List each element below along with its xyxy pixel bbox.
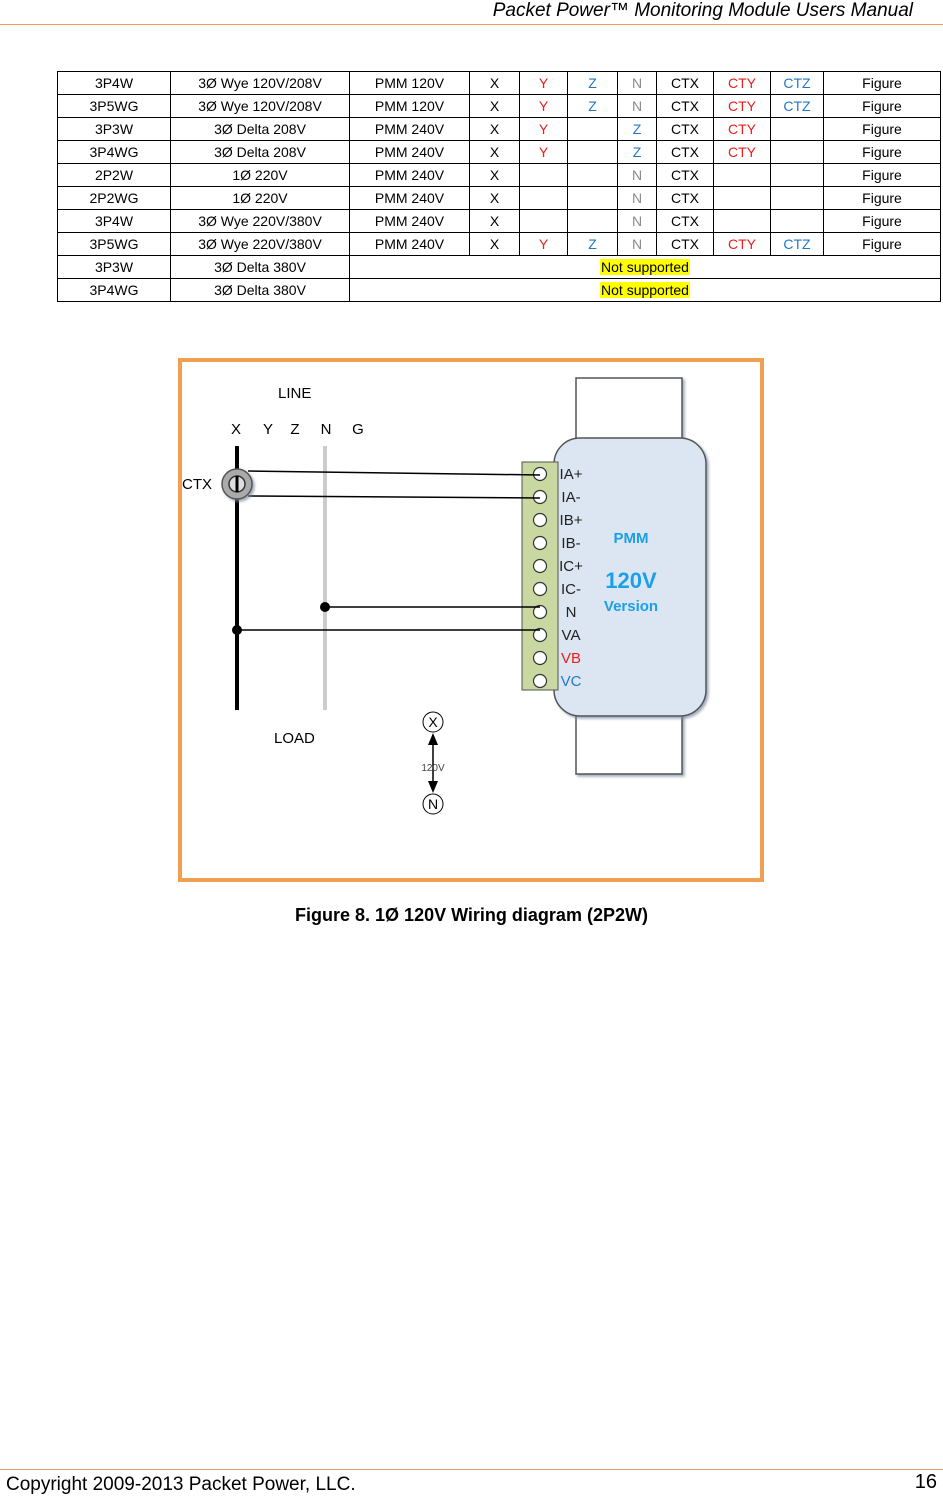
pmm-version: Version xyxy=(603,598,659,615)
table-cell: Z xyxy=(618,118,657,141)
table-cell: Y xyxy=(520,141,568,164)
table-cell: 3Ø Delta 380V xyxy=(171,256,350,279)
table-cell: 3Ø Wye 120V/208V xyxy=(171,72,350,95)
terminal-screw xyxy=(534,468,547,481)
table-cell: Z xyxy=(568,95,618,118)
table-cell: CTZ xyxy=(771,72,824,95)
table-cell: 3P5WG xyxy=(58,95,171,118)
terminal-screw xyxy=(534,652,547,665)
table-cell: Z xyxy=(568,72,618,95)
phase-label: N xyxy=(320,421,332,438)
table-cell: Z xyxy=(568,233,618,256)
table-cell xyxy=(350,279,941,302)
table-cell xyxy=(568,210,618,233)
table-cell: CTY xyxy=(714,118,771,141)
table-cell: CTX xyxy=(657,118,714,141)
table-cell xyxy=(771,141,824,164)
terminal-label: VB xyxy=(560,650,582,667)
meter-top-label: X xyxy=(428,714,438,730)
wiring-diagram xyxy=(178,358,764,882)
phase-label: X xyxy=(230,421,242,438)
table-cell: Y xyxy=(520,233,568,256)
table-cell: Y xyxy=(520,72,568,95)
table-cell: N xyxy=(618,95,657,118)
table-cell: CTX xyxy=(657,233,714,256)
table-cell: CTY xyxy=(714,72,771,95)
table-cell: Y xyxy=(520,118,568,141)
terminal-screw xyxy=(534,583,547,596)
phase-label: Z xyxy=(290,421,300,438)
table-cell: CTY xyxy=(714,141,771,164)
table-cell: CTX xyxy=(657,187,714,210)
table-cell: Figure xyxy=(824,164,941,187)
terminal-label: IA+ xyxy=(559,466,583,483)
table-cell: 3Ø Wye 220V/380V xyxy=(171,210,350,233)
table-cell: Figure xyxy=(824,118,941,141)
table-cell: X xyxy=(470,95,520,118)
wiring-diagram-svg xyxy=(178,358,764,882)
page-number: 16 xyxy=(914,1471,937,1493)
table-cell: 3P4WG xyxy=(58,279,171,302)
table-cell xyxy=(771,118,824,141)
table-cell: 3Ø Delta 208V xyxy=(171,141,350,164)
table-cell xyxy=(568,187,618,210)
table-cell: PMM 240V xyxy=(350,118,470,141)
table-cell: 1Ø 220V xyxy=(171,164,350,187)
table-cell xyxy=(520,187,568,210)
terminal-label: IC- xyxy=(561,581,581,598)
table-cell: 3P3W xyxy=(58,256,171,279)
table-cell: CTX xyxy=(657,95,714,118)
table-cell: 3P3W xyxy=(58,118,171,141)
terminal-screw xyxy=(534,537,547,550)
terminal-screw xyxy=(534,491,547,504)
table-cell: X xyxy=(470,233,520,256)
table-cell: X xyxy=(470,118,520,141)
table-cell xyxy=(771,164,824,187)
terminal-label: IB- xyxy=(561,535,581,552)
table-cell xyxy=(714,187,771,210)
terminal-label: VA xyxy=(561,627,581,644)
table-cell: X xyxy=(470,141,520,164)
not-supported-note: Not supported xyxy=(601,282,689,298)
table-cell: N xyxy=(618,72,657,95)
table-row xyxy=(58,164,941,187)
table-cell: 2P2WG xyxy=(58,187,171,210)
terminal-label: IB+ xyxy=(559,512,583,529)
table-row-unsupported xyxy=(58,279,941,302)
table-cell: N xyxy=(618,233,657,256)
table-cell: 1Ø 220V xyxy=(171,187,350,210)
line-label: LINE xyxy=(278,385,312,402)
table-cell: CTX xyxy=(657,72,714,95)
table-cell: Figure xyxy=(824,187,941,210)
table-cell: CTY xyxy=(714,233,771,256)
footer-copyright: Copyright 2009-2013 Packet Power, LLC. xyxy=(6,1474,356,1495)
table-cell: 3Ø Wye 120V/208V xyxy=(171,95,350,118)
table-cell xyxy=(520,164,568,187)
table-row-unsupported xyxy=(58,256,941,279)
table-row xyxy=(58,210,941,233)
table-cell: X xyxy=(470,210,520,233)
table-cell: 3Ø Delta 380V xyxy=(171,279,350,302)
table-cell: CTZ xyxy=(771,233,824,256)
table-cell xyxy=(568,141,618,164)
table-row xyxy=(58,141,941,164)
pmm-voltage: 120V xyxy=(605,568,657,593)
table-cell xyxy=(771,210,824,233)
table-cell: X xyxy=(470,164,520,187)
load-label: LOAD xyxy=(274,730,315,747)
table-cell: CTX xyxy=(657,164,714,187)
table-cell: Figure xyxy=(824,95,941,118)
table-cell: N xyxy=(618,187,657,210)
terminal-screw xyxy=(534,675,547,688)
table-cell xyxy=(714,164,771,187)
not-supported-note: Not supported xyxy=(601,259,689,275)
table-row xyxy=(58,187,941,210)
table-cell: PMM 240V xyxy=(350,187,470,210)
table-row xyxy=(58,233,941,256)
table-row xyxy=(58,95,941,118)
table-cell: 3P4WG xyxy=(58,141,171,164)
table-cell: X xyxy=(470,72,520,95)
table-row xyxy=(58,118,941,141)
table-cell: N xyxy=(618,164,657,187)
terminal-label: VC xyxy=(560,673,582,690)
table-cell xyxy=(714,210,771,233)
table-cell: PMM 120V xyxy=(350,72,470,95)
header-title: Packet Power™ Monitoring Module Users Manual xyxy=(492,0,913,21)
meter-bottom-label: N xyxy=(427,796,439,812)
table-cell xyxy=(568,164,618,187)
table-cell: 3Ø Delta 208V xyxy=(171,118,350,141)
pmm-label: PMM xyxy=(613,530,649,547)
ctx-label: CTX xyxy=(182,476,212,493)
table-cell: CTY xyxy=(714,95,771,118)
terminal-label: N xyxy=(565,604,577,621)
va-tap-dot xyxy=(232,625,242,635)
table-cell xyxy=(568,118,618,141)
table-cell: Figure xyxy=(824,233,941,256)
table-cell: Figure xyxy=(824,72,941,95)
table-cell: PMM 240V xyxy=(350,233,470,256)
table-cell: 3P5WG xyxy=(58,233,171,256)
table-cell: 3P4W xyxy=(58,210,171,233)
table-cell xyxy=(520,210,568,233)
table-cell: PMM 120V xyxy=(350,95,470,118)
table-cell: 2P2W xyxy=(58,164,171,187)
terminal-screw xyxy=(534,560,547,573)
header-rule xyxy=(0,24,943,25)
wiring-config-table xyxy=(57,71,941,302)
phase-label: Y xyxy=(262,421,274,438)
table-cell: N xyxy=(618,210,657,233)
terminal-screw xyxy=(534,514,547,527)
table-cell: PMM 240V xyxy=(350,210,470,233)
table-row xyxy=(58,72,941,95)
table-cell: PMM 240V xyxy=(350,164,470,187)
table-cell xyxy=(350,256,941,279)
table-cell: 3P4W xyxy=(58,72,171,95)
phase-label: G xyxy=(352,421,364,438)
table-cell: Z xyxy=(618,141,657,164)
table-cell: Figure xyxy=(824,210,941,233)
table-cell: 3Ø Wye 220V/380V xyxy=(171,233,350,256)
terminal-label: IA- xyxy=(561,489,581,506)
table-cell xyxy=(771,187,824,210)
table-cell: CTZ xyxy=(771,95,824,118)
table-cell: CTX xyxy=(657,141,714,164)
table-cell: Figure xyxy=(824,141,941,164)
figure-caption: Figure 8. 1Ø 120V Wiring diagram (2P2W) xyxy=(295,905,648,925)
terminal-label: IC+ xyxy=(559,558,583,575)
table-cell: PMM 240V xyxy=(350,141,470,164)
table-cell: CTX xyxy=(657,210,714,233)
table-cell: Y xyxy=(520,95,568,118)
meter-value: 120V xyxy=(421,763,445,774)
neutral-tap-dot xyxy=(320,602,330,612)
footer-rule xyxy=(0,1469,943,1470)
table-cell: X xyxy=(470,187,520,210)
